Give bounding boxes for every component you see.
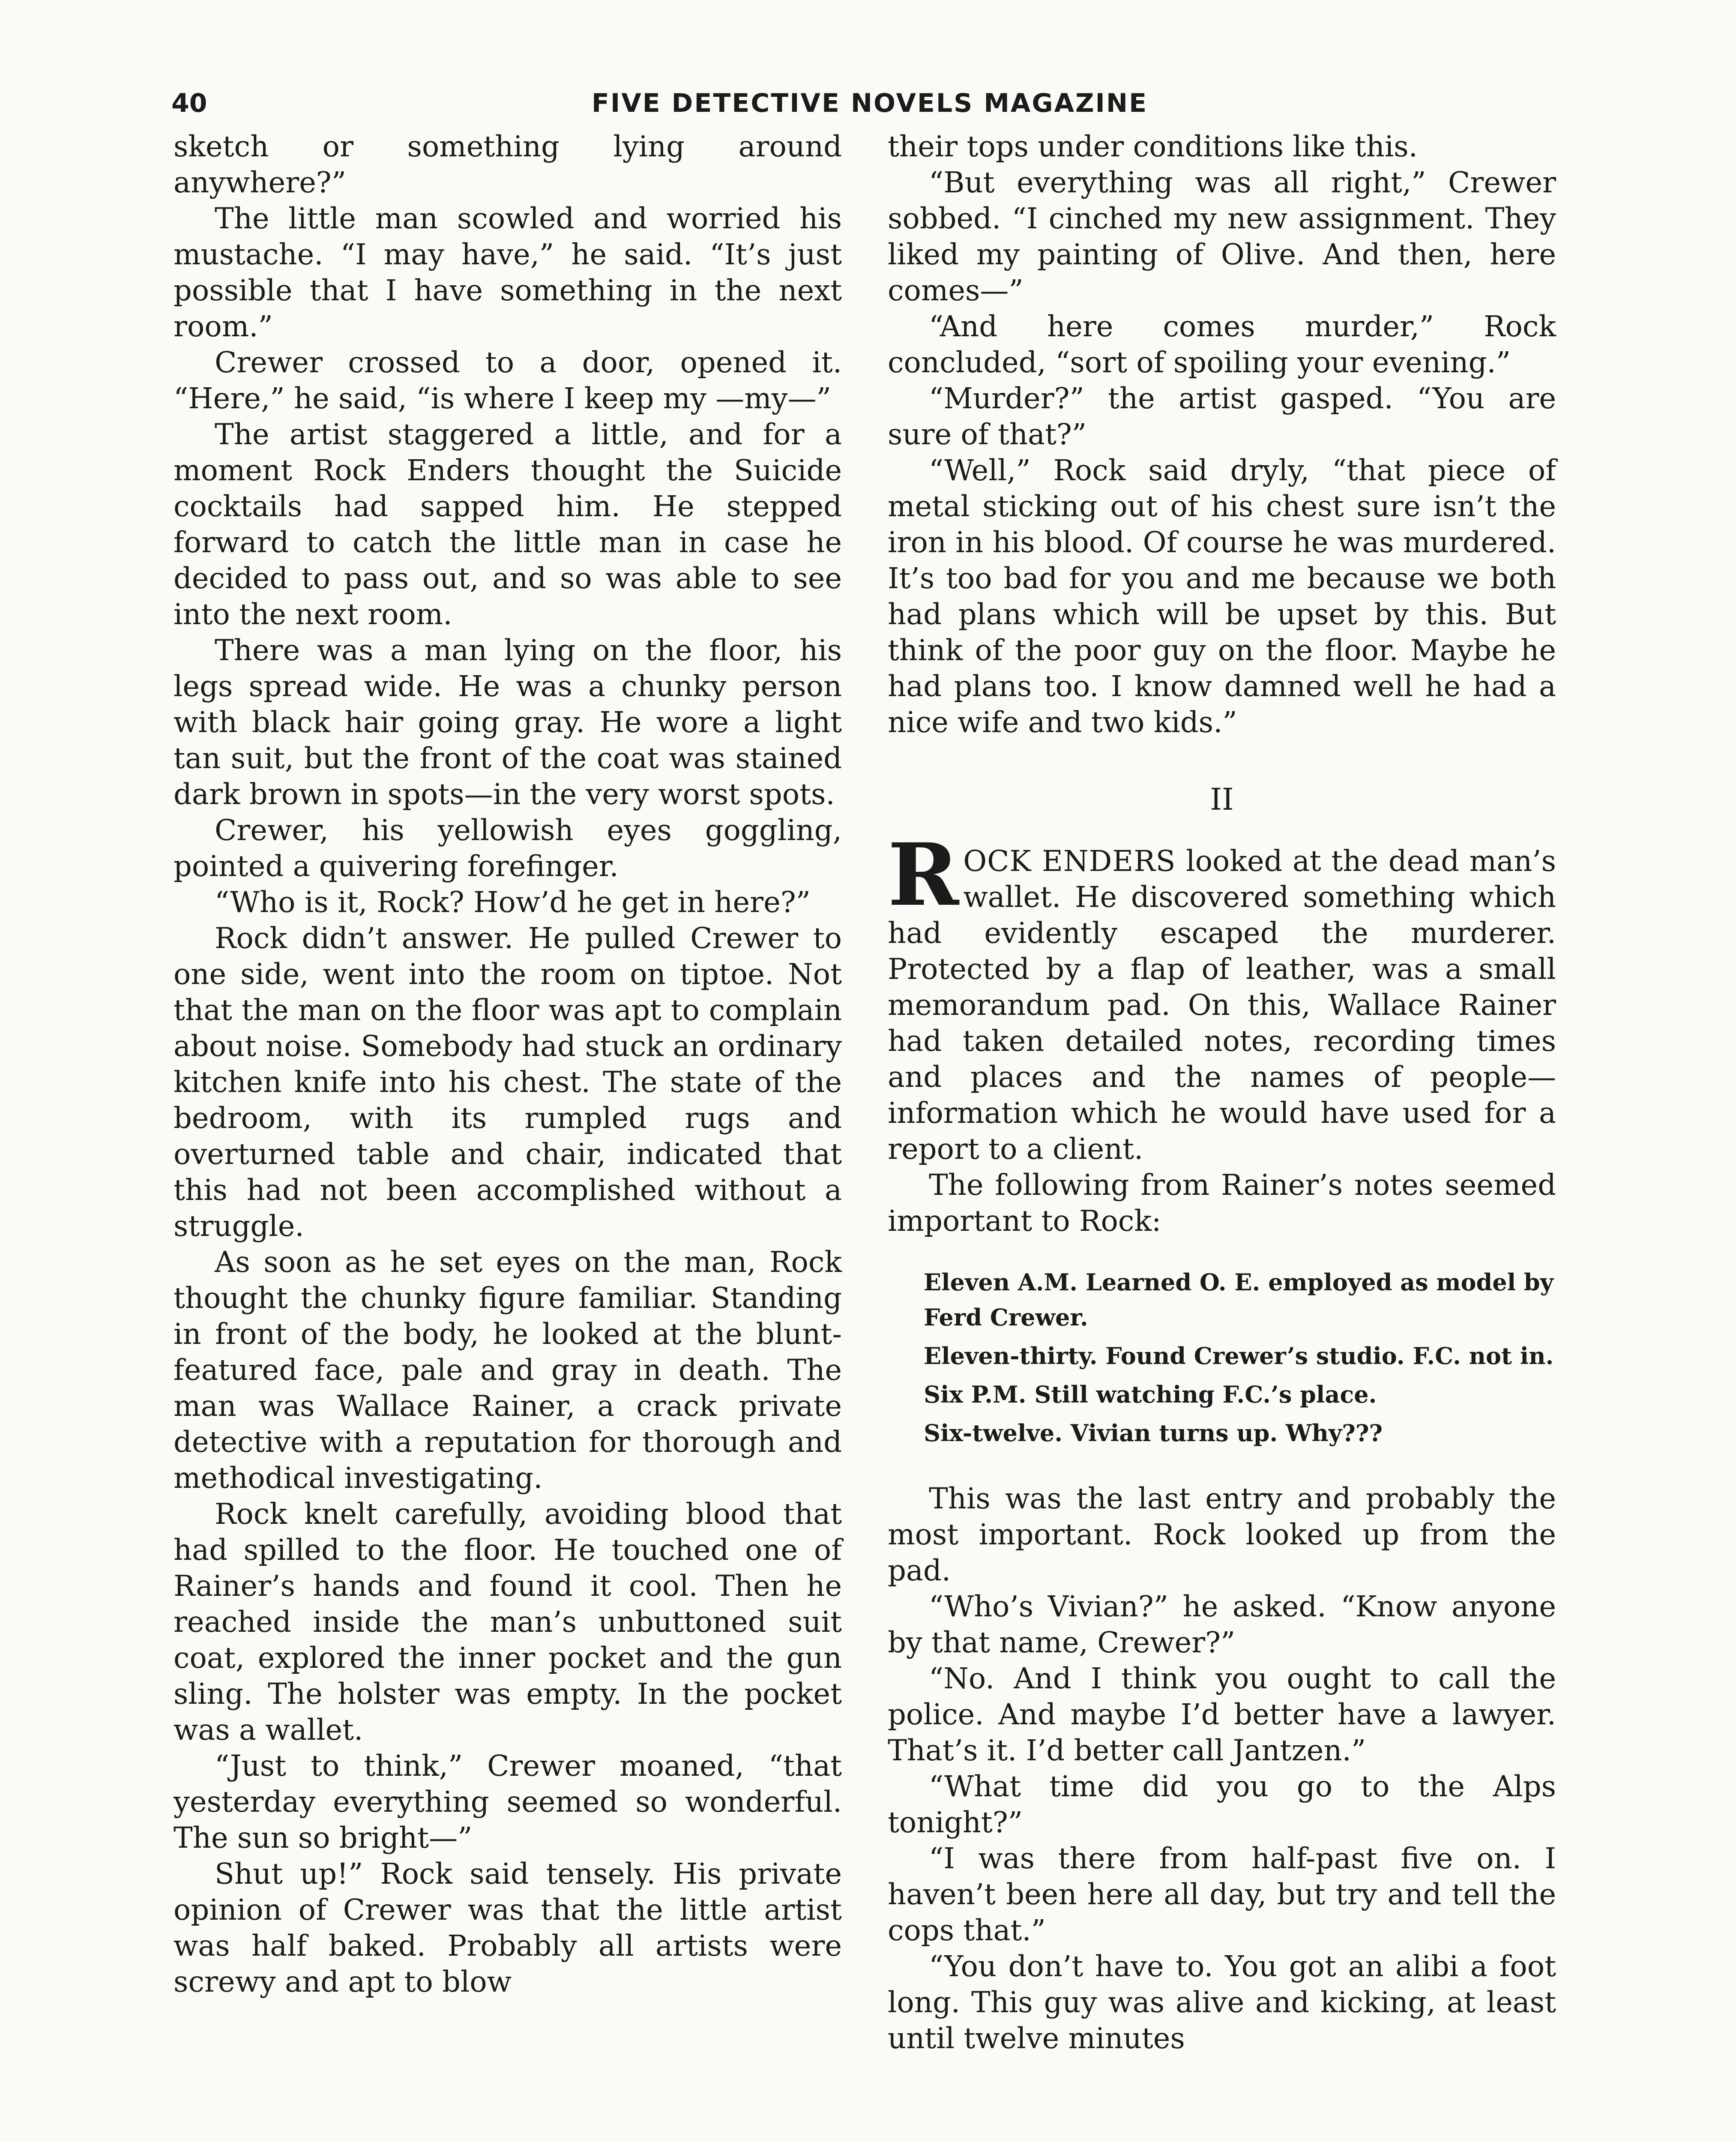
paragraph: Crewer, his yellowish eyes goggling, pointed a quivering forefinger.: [174, 814, 842, 883]
paragraph: As soon as he set eyes on the man, Rock thought the chunky figure familiar. Standing in front of the body, he looked at the blunt-featured face, pale and gray in death. The man was Wallace Rainer, a crack private detective with a reputation for thorough and methodical investigating.: [174, 1245, 842, 1495]
note-entry: Six P.M. Still watching F.C.’s place.: [924, 1381, 1377, 1408]
page-header: [171, 88, 1568, 127]
paragraph: “But everything was all right,” Crewer sobbed. “I cinched my new assignment. They liked my painting of Olive. And then, here comes—”: [888, 166, 1556, 307]
paragraph: “No. And I think you ought to call the police. And maybe I’d better have a lawyer. That’s it. I’d better call Jantzen.”: [888, 1662, 1556, 1767]
paragraph: “I was there from half-past five on. I haven’t been here all day, but try and tell the cops that.”: [888, 1842, 1556, 1947]
paragraph: There was a man lying on the floor, his legs spread wide. He was a chunky person with black hair going gray. He wore a light tan suit, but the front of the coat was stained dark brown in spots—in the very worst spots.: [174, 634, 842, 811]
note-entry: Eleven A.M. Learned O. E. employed as model by Ferd Crewer.: [924, 1268, 1554, 1331]
paragraph: sketch or something lying around anywhere?”: [174, 130, 842, 199]
paragraph: The little man scowled and worried his mustache. “I may have,” he said. “It’s just possible that I have something in the next room.”: [174, 202, 842, 343]
dropcap-paragraph: [888, 825, 1556, 1167]
right-column: [888, 129, 1556, 2056]
paragraph: Shut up!” Rock said tensely. His private opinion of Crewer was that the little artist was half baked. Probably all artists were screwy and apt to blow: [174, 1857, 842, 1998]
running-title: FIVE DETECTIVE NOVELS MAGAZINE: [591, 88, 1148, 118]
paragraph: The following from Rainer’s notes seemed important to Rock:: [888, 1168, 1556, 1238]
paragraph: “Who is it, Rock? How’d he get in here?”: [215, 886, 811, 919]
paragraph: This was the last entry and probably the most important. Rock looked up from the pad.: [888, 1482, 1556, 1587]
note-entry: Six-twelve. Vivian turns up. Why???: [924, 1419, 1383, 1447]
dropcap-smallcaps: OCK ENDERS: [963, 844, 1176, 878]
paragraph: “Well,” Rock said dryly, “that piece of metal sticking out of his chest sure isn’t the iron in his blood. Of course he was murdered. It’s too bad for you and me because we both had plans which will be upset by this. But think of the poor guy on the floor. Maybe he had plans too. I know damned well he had a nice wife and two kids.”: [888, 454, 1556, 739]
memorandum-notes: [888, 1265, 1556, 1451]
section-heading: II: [1210, 782, 1234, 817]
note-entry: Eleven-thirty. Found Crewer’s studio. F.C. not in.: [924, 1342, 1554, 1370]
paragraph: “Just to think,” Crewer moaned, “that yesterday everything seemed so wonderful. The sun so bright—”: [174, 1749, 842, 1855]
left-column: [174, 129, 842, 2000]
paragraph: their tops under conditions like this.: [888, 130, 1418, 163]
paragraph: “Who’s Vivian?” he asked. “Know anyone by that name, Crewer?”: [888, 1590, 1556, 1659]
paragraph: The artist staggered a little, and for a moment Rock Enders thought the Suicide cocktails had sapped him. He stepped forward to catch the little man in case he decided to pass out, and so was able to see into the next room.: [174, 418, 842, 631]
page-number: 40: [171, 88, 207, 118]
paragraph: “What time did you go to the Alps tonight?”: [888, 1770, 1556, 1839]
dropcap-rest: looked at the dead man’s wallet. He discovered something which had evidently escaped the murderer. Protected by a flap of leather, was a small memorandum pad. On this, Wallace Rainer had taken detailed notes, recording times and places and the names of people—information which he would have used for a report to a client.: [888, 844, 1556, 1166]
paragraph: “And here comes murder,” Rock concluded, “sort of spoiling your evening.”: [888, 310, 1556, 379]
paragraph: “Murder?” the artist gasped. “You are sure of that?”: [888, 382, 1556, 451]
paragraph: Rock knelt carefully, avoiding blood that had spilled to the floor. He touched one of Rainer’s hands and found it cool. Then he reached inside the man’s unbuttoned suit coat, explored the inner pocket and the gun sling. The holster was empty. In the pocket was a wallet.: [174, 1497, 842, 1747]
drop-cap-letter: R: [888, 825, 959, 925]
paragraph: “You don’t have to. You got an alibi a foot long. This guy was alive and kicking, at least until twelve minutes: [888, 1950, 1556, 2055]
paragraph: Crewer crossed to a door, opened it. “Here,” he said, “is where I keep my —my—”: [174, 346, 842, 415]
paragraph: Rock didn’t answer. He pulled Crewer to one side, went into the room on tiptoe. Not that the man on the floor was apt to complain about noise. Somebody had stuck an ordinary kitchen knife into his chest. The state of the bedroom, with its rumpled rugs and overturned table and chair, indicated that this had not been accomplished without a struggle.: [174, 921, 842, 1243]
